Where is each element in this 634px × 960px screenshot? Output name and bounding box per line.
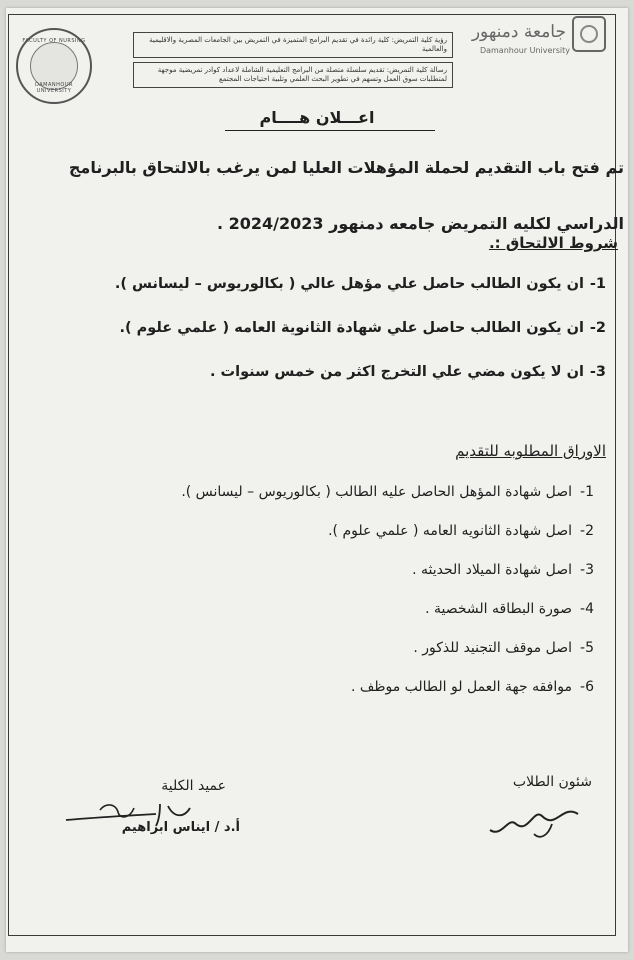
mission-box: رسالة كلية التمريض: تقديم سلسلة متصلة من البرامج التعليمية الشاملة لاعداد كوادر تمريضية موجهة لمتطلبات سوق العمل وتسهم في تطوير البحث العلمي وتلبية احتياجات المجتمع [133, 62, 453, 88]
university-name-ar: جامعة دمنهور [471, 22, 566, 42]
list-item: 2- ان يكون الطالب حاصل علي شهادة الثانوية العامه ( علمي علوم ). [119, 320, 606, 336]
logo-ring-top-text: FACULTY OF NURSING [22, 38, 86, 44]
conditions-list [31, 276, 606, 408]
dean-signature-block [60, 778, 250, 835]
documents-heading: الاوراق المطلوبه للتقديم [455, 442, 606, 460]
dean-name: أ.د / ايناس ابراهيم [121, 820, 240, 835]
university-logo [466, 16, 616, 62]
conditions-section [28, 234, 618, 252]
students-affairs-title: شئون الطلاب [512, 774, 592, 790]
list-item: 5- اصل موقف التجنيد للذكور . [413, 640, 594, 656]
list-item: 1- اصل شهادة المؤهل الحاصل عليه الطالب ( بكالوريوس – ليسانس ). [181, 484, 594, 500]
university-emblem-icon [572, 16, 606, 52]
dean-title: عميد الكلية [161, 778, 226, 794]
university-name-en: Damanhour University [479, 46, 570, 55]
handwritten-signature [482, 794, 592, 844]
vision-mission-block [133, 32, 453, 92]
dean-handwritten-signature [60, 796, 200, 830]
list-item: 4- صورة البطاقه الشخصية . [425, 601, 594, 617]
list-item: 3- ان لا يكون مضي علي التخرج اكثر من خمس سنوات . [209, 364, 606, 380]
list-item: 3- اصل شهادة الميلاد الحديثه . [412, 562, 594, 578]
students-affairs-signature [452, 774, 592, 848]
conditions-heading: شروط الالتحاق :. [488, 234, 618, 252]
list-item: 1- ان يكون الطالب حاصل علي مؤهل عالي ( بكالوريوس – ليسانس ). [114, 276, 606, 292]
faculty-logo [16, 28, 92, 104]
announcement-title: اعـــلان هــــام [259, 108, 375, 127]
intro-paragraph: تم فتح باب التقديم لحملة المؤهلات العليا لمن يرغب بالالتحاق بالبرنامج الدراسي لكليه التمريض جامعه دمنهور 2024/2023 . [68, 158, 624, 233]
documents-section [46, 442, 606, 460]
list-item: 6- موافقه جهة العمل لو الطالب موظف . [350, 679, 594, 695]
vision-box: رؤية كلية التمريض: كلية رائدة في تقديم البرامج المتميزة في التمريض بين الجامعات المصرية والاقليمية والعالمية [133, 32, 453, 58]
list-item: 2- اصل شهادة الثانويه العامه ( علمي علوم ). [328, 523, 594, 539]
documents-list [34, 484, 594, 718]
title-underline [225, 130, 435, 131]
logo-ring-bottom-text: DAMANHOUR UNIVERSITY [35, 82, 73, 94]
